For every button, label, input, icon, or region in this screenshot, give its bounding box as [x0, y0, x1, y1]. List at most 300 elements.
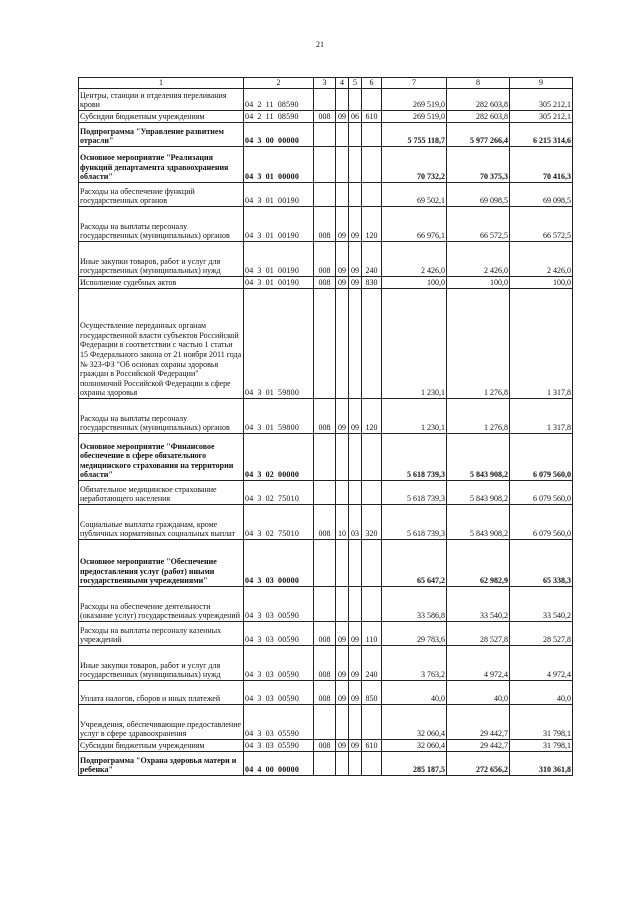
row-expense-type — [362, 434, 382, 481]
code-part: 04 — [245, 741, 254, 751]
code-part: 04 — [245, 670, 254, 680]
row-name: Подпрограмма "Управление развитием отрасли" — [79, 123, 244, 147]
code-part: 04 — [245, 494, 254, 504]
row-value-year1: 3 763,2 — [382, 646, 447, 681]
row-value-year2: 4 972,4 — [447, 646, 510, 681]
row-section — [336, 587, 349, 622]
code-part: 04 — [245, 576, 254, 586]
column-header-3: 3 — [314, 78, 336, 89]
row-value-year1: 1 230,1 — [382, 399, 447, 434]
row-section — [336, 481, 349, 505]
code-part: 04 — [245, 266, 254, 276]
row-name: Субсидии бюджетным учреждениям — [79, 111, 244, 123]
row-code — [244, 277, 314, 289]
row-name: Иные закупки товаров, работ и услуг для государственных (муниципальных) нужд — [79, 646, 244, 681]
table-row — [79, 434, 573, 481]
code-part: 3 — [257, 729, 262, 739]
budget-table — [78, 77, 573, 776]
code-part: 00000 — [278, 136, 300, 146]
row-section: 10 — [336, 505, 349, 540]
row-code — [244, 646, 314, 681]
code-part: 3 — [257, 635, 262, 645]
row-code — [244, 622, 314, 646]
table-row — [79, 207, 573, 242]
column-header-8: 8 — [447, 78, 510, 89]
row-value-year2: 69 098,5 — [447, 183, 510, 207]
code-part: 04 — [245, 112, 254, 122]
row-code — [244, 111, 314, 123]
row-name: Субсидии бюджетным учреждениям — [79, 740, 244, 752]
row-section: 09 — [336, 646, 349, 681]
row-subsection: 09 — [349, 646, 362, 681]
row-value-year1: 285 187,5 — [382, 752, 447, 776]
code-part: 04 — [245, 231, 254, 241]
code-part: 11 — [265, 100, 274, 110]
code-part: 02 — [265, 470, 275, 480]
row-subsection: 09 — [349, 207, 362, 242]
row-section — [336, 705, 349, 740]
code-part: 08590 — [277, 100, 299, 110]
code-part: 00590 — [278, 694, 300, 704]
row-code — [244, 505, 314, 540]
row-expense-type — [362, 752, 382, 776]
code-part: 01 — [265, 278, 275, 288]
row-subsection — [349, 752, 362, 776]
code-part: 04 — [245, 729, 254, 739]
row-section: 09 — [336, 681, 349, 705]
code-part: 2 — [257, 112, 262, 122]
row-value-year1: 269 519,0 — [382, 89, 447, 111]
row-code — [244, 587, 314, 622]
row-ministry: 008 — [314, 646, 336, 681]
row-subsection — [349, 289, 362, 399]
row-code — [244, 289, 314, 399]
row-value-year1: 5 618 739,3 — [382, 434, 447, 481]
row-ministry — [314, 183, 336, 207]
code-part: 03 — [265, 670, 275, 680]
code-part: 02 — [265, 494, 275, 504]
row-name: Иные закупки товаров, работ и услуг для государственных (муниципальных) нужд — [79, 242, 244, 277]
code-part: 3 — [257, 278, 262, 288]
code-part: 04 — [245, 136, 254, 146]
row-expense-type — [362, 587, 382, 622]
row-expense-type — [362, 147, 382, 183]
row-ministry: 008 — [314, 242, 336, 277]
row-subsection — [349, 587, 362, 622]
code-part: 04 — [245, 765, 254, 775]
code-part: 3 — [257, 529, 262, 539]
row-subsection — [349, 705, 362, 740]
row-code — [244, 752, 314, 776]
code-part: 4 — [257, 765, 262, 775]
row-subsection: 09 — [349, 277, 362, 289]
code-part: 04 — [245, 388, 254, 398]
code-part: 00190 — [278, 266, 300, 276]
row-name: Центры, станции и отделения переливания крови — [79, 89, 244, 111]
row-section — [336, 752, 349, 776]
row-expense-type: 610 — [362, 740, 382, 752]
code-part: 03 — [265, 741, 275, 751]
row-name: Уплата налогов, сборов и иных платежей — [79, 681, 244, 705]
table-row — [79, 587, 573, 622]
row-code — [244, 540, 314, 587]
row-ministry — [314, 481, 336, 505]
row-name: Расходы на выплаты персоналу казенных учреждений — [79, 622, 244, 646]
code-part: 3 — [257, 611, 262, 621]
row-name: Учреждения, обеспечивающие предоставление услуг в сфере здравоохранения — [79, 705, 244, 740]
table-row — [79, 481, 573, 505]
code-part: 04 — [245, 172, 254, 182]
table-row — [79, 622, 573, 646]
row-expense-type: 120 — [362, 399, 382, 434]
row-expense-type — [362, 89, 382, 111]
code-part: 00190 — [278, 278, 300, 288]
code-part: 75010 — [278, 494, 300, 504]
table-row — [79, 89, 573, 111]
row-value-year3: 40,0 — [510, 681, 573, 705]
row-name: Обязательное медицинское страхование неработающего населения — [79, 481, 244, 505]
row-section — [336, 123, 349, 147]
row-ministry — [314, 147, 336, 183]
row-value-year1: 5 618 739,3 — [382, 481, 447, 505]
row-value-year2: 5 977 266,4 — [447, 123, 510, 147]
code-part: 00 — [265, 765, 275, 775]
row-value-year2: 29 442,7 — [447, 705, 510, 740]
row-section — [336, 183, 349, 207]
row-expense-type: 240 — [362, 242, 382, 277]
code-part: 3 — [257, 670, 262, 680]
code-part: 00000 — [278, 765, 300, 775]
table-row — [79, 681, 573, 705]
row-value-year1: 69 502,1 — [382, 183, 447, 207]
row-value-year1: 5 755 118,7 — [382, 123, 447, 147]
row-section: 09 — [336, 277, 349, 289]
row-expense-type: 110 — [362, 622, 382, 646]
table-row — [79, 242, 573, 277]
code-part: 01 — [265, 172, 275, 182]
code-part: 3 — [257, 576, 262, 586]
table-row — [79, 277, 573, 289]
table-row — [79, 740, 573, 752]
code-part: 3 — [257, 388, 262, 398]
code-part: 3 — [257, 494, 262, 504]
row-name: Исполнение судебных актов — [79, 277, 244, 289]
table-body — [79, 89, 573, 776]
row-expense-type — [362, 540, 382, 587]
row-value-year1: 40,0 — [382, 681, 447, 705]
code-part: 08590 — [277, 112, 299, 122]
code-part: 75010 — [278, 529, 300, 539]
row-subsection — [349, 434, 362, 481]
row-value-year3: 4 972,4 — [510, 646, 573, 681]
row-value-year1: 70 732,2 — [382, 147, 447, 183]
table-row — [79, 505, 573, 540]
row-value-year3: 69 098,5 — [510, 183, 573, 207]
row-ministry: 008 — [314, 622, 336, 646]
row-expense-type: 850 — [362, 681, 382, 705]
code-part: 04 — [245, 529, 254, 539]
row-value-year3: 31 798,1 — [510, 705, 573, 740]
row-code — [244, 207, 314, 242]
row-value-year3: 310 361,8 — [510, 752, 573, 776]
row-name: Основное мероприятие "Реализация функций департамента здравоохранения области" — [79, 147, 244, 183]
code-part: 59800 — [278, 388, 300, 398]
column-header-6: 6 — [362, 78, 382, 89]
row-code — [244, 481, 314, 505]
row-value-year2: 33 540,2 — [447, 587, 510, 622]
row-section — [336, 289, 349, 399]
row-value-year3: 28 527,8 — [510, 622, 573, 646]
code-part: 05590 — [278, 741, 300, 751]
code-part: 04 — [245, 100, 254, 110]
row-value-year3: 305 212,1 — [510, 89, 573, 111]
code-part: 00590 — [278, 611, 300, 621]
row-value-year1: 100,0 — [382, 277, 447, 289]
row-code — [244, 399, 314, 434]
row-expense-type: 830 — [362, 277, 382, 289]
row-value-year3: 6 215 314,6 — [510, 123, 573, 147]
row-value-year3: 33 540,2 — [510, 587, 573, 622]
row-value-year2: 272 656,2 — [447, 752, 510, 776]
row-subsection — [349, 540, 362, 587]
row-value-year2: 282 603,8 — [447, 111, 510, 123]
code-part: 01 — [265, 266, 275, 276]
row-value-year1: 32 060,4 — [382, 705, 447, 740]
row-value-year2: 1 276,8 — [447, 289, 510, 399]
row-subsection — [349, 89, 362, 111]
row-value-year3: 2 426,0 — [510, 242, 573, 277]
code-part: 03 — [265, 635, 275, 645]
row-section — [336, 147, 349, 183]
table-row — [79, 289, 573, 399]
code-part: 04 — [245, 694, 254, 704]
row-ministry: 008 — [314, 207, 336, 242]
row-section: 09 — [336, 622, 349, 646]
code-part: 3 — [257, 470, 262, 480]
row-value-year3: 305 212,1 — [510, 111, 573, 123]
row-value-year2: 40,0 — [447, 681, 510, 705]
row-value-year2: 2 426,0 — [447, 242, 510, 277]
row-value-year2: 1 276,8 — [447, 399, 510, 434]
row-subsection — [349, 123, 362, 147]
row-value-year3: 6 079 560,0 — [510, 434, 573, 481]
code-part: 03 — [265, 729, 275, 739]
row-value-year1: 2 426,0 — [382, 242, 447, 277]
row-expense-type — [362, 183, 382, 207]
row-subsection — [349, 183, 362, 207]
row-expense-type — [362, 705, 382, 740]
code-part: 03 — [265, 576, 275, 586]
row-ministry — [314, 434, 336, 481]
row-code — [244, 740, 314, 752]
row-ministry: 008 — [314, 111, 336, 123]
row-value-year2: 5 843 908,2 — [447, 481, 510, 505]
code-part: 03 — [265, 611, 275, 621]
row-name: Расходы на выплаты персоналу государственных (муниципальных) органов — [79, 399, 244, 434]
code-part: 00000 — [278, 470, 300, 480]
table-row — [79, 123, 573, 147]
row-expense-type — [362, 481, 382, 505]
row-subsection: 09 — [349, 399, 362, 434]
row-value-year2: 28 527,8 — [447, 622, 510, 646]
table-row — [79, 147, 573, 183]
row-subsection — [349, 481, 362, 505]
code-part: 04 — [245, 278, 254, 288]
code-part: 01 — [265, 231, 275, 241]
row-value-year3: 6 079 560,0 — [510, 505, 573, 540]
row-name: Расходы на обеспечение функций государственных органов — [79, 183, 244, 207]
row-name: Основное мероприятие "Финансовое обеспечение в сфере обязательного медицинского страхования на территории области" — [79, 434, 244, 481]
table-row — [79, 646, 573, 681]
row-value-year1: 66 976,1 — [382, 207, 447, 242]
column-header-1: 1 — [79, 78, 244, 89]
code-part: 00 — [265, 136, 275, 146]
code-part: 3 — [257, 694, 262, 704]
code-part: 3 — [257, 741, 262, 751]
code-part: 59800 — [278, 423, 300, 433]
row-expense-type — [362, 123, 382, 147]
code-part: 00000 — [278, 172, 300, 182]
code-part: 01 — [265, 388, 275, 398]
row-name: Осуществление переданных органам государственной власти субъектов Российской Федерации в соответствии с частью 1 статьи 15 Федерального закона от 21 ноября 2011 года № 323-ФЗ "Об основах охраны здоровья граждан в Российской Федерации" полномочий Российской Федерации в сфере охраны здоровья — [79, 289, 244, 399]
row-value-year1: 29 783,6 — [382, 622, 447, 646]
row-ministry — [314, 540, 336, 587]
row-ministry — [314, 289, 336, 399]
row-value-year2: 70 375,3 — [447, 147, 510, 183]
row-code — [244, 183, 314, 207]
row-subsection: 09 — [349, 740, 362, 752]
row-value-year1: 1 230,1 — [382, 289, 447, 399]
row-section — [336, 540, 349, 587]
row-section: 09 — [336, 242, 349, 277]
row-code — [244, 147, 314, 183]
code-part: 04 — [245, 611, 254, 621]
row-name: Расходы на обеспечение деятельности (оказание услуг) государственных учреждений — [79, 587, 244, 622]
row-value-year1: 5 618 739,3 — [382, 505, 447, 540]
row-value-year2: 29 442,7 — [447, 740, 510, 752]
row-expense-type — [362, 289, 382, 399]
header-row — [79, 78, 573, 89]
column-header-5: 5 — [349, 78, 362, 89]
row-ministry: 008 — [314, 681, 336, 705]
code-part: 04 — [245, 470, 254, 480]
row-code — [244, 681, 314, 705]
row-subsection: 09 — [349, 622, 362, 646]
table-row — [79, 111, 573, 123]
row-ministry — [314, 587, 336, 622]
code-part: 00590 — [278, 670, 300, 680]
row-value-year2: 66 572,5 — [447, 207, 510, 242]
code-part: 11 — [265, 112, 274, 122]
row-subsection: 09 — [349, 681, 362, 705]
code-part: 3 — [257, 266, 262, 276]
row-value-year2: 62 982,9 — [447, 540, 510, 587]
code-part: 00190 — [278, 196, 300, 206]
code-part: 03 — [265, 694, 275, 704]
code-part: 04 — [245, 635, 254, 645]
code-part: 00190 — [278, 231, 300, 241]
row-expense-type: 120 — [362, 207, 382, 242]
row-subsection: 09 — [349, 242, 362, 277]
code-part: 01 — [265, 196, 275, 206]
code-part: 3 — [257, 136, 262, 146]
row-code — [244, 89, 314, 111]
row-name: Основное мероприятие "Обеспечение предоставления услуг (работ) иными государственными учреждениями" — [79, 540, 244, 587]
row-value-year3: 1 317,8 — [510, 399, 573, 434]
row-value-year3: 70 416,3 — [510, 147, 573, 183]
table-row — [79, 705, 573, 740]
table-row — [79, 183, 573, 207]
row-ministry: 008 — [314, 277, 336, 289]
code-part: 05590 — [278, 729, 300, 739]
row-name: Расходы на выплаты персоналу государственных (муниципальных) органов — [79, 207, 244, 242]
row-value-year3: 65 338,3 — [510, 540, 573, 587]
code-part: 00590 — [278, 635, 300, 645]
row-value-year2: 5 843 908,2 — [447, 434, 510, 481]
code-part: 3 — [257, 231, 262, 241]
column-header-4: 4 — [336, 78, 349, 89]
row-code — [244, 123, 314, 147]
code-part: 02 — [265, 529, 275, 539]
row-code — [244, 705, 314, 740]
row-section: 09 — [336, 740, 349, 752]
row-expense-type: 240 — [362, 646, 382, 681]
page-number: 21 — [316, 40, 324, 49]
row-ministry: 008 — [314, 505, 336, 540]
row-ministry — [314, 705, 336, 740]
code-part: 3 — [257, 172, 262, 182]
row-value-year2: 5 843 908,2 — [447, 505, 510, 540]
row-section: 09 — [336, 207, 349, 242]
row-value-year2: 282 603,8 — [447, 89, 510, 111]
row-name: Социальные выплаты гражданам, кроме публичных нормативных социальных выплат — [79, 505, 244, 540]
row-value-year1: 33 586,8 — [382, 587, 447, 622]
code-part: 2 — [257, 100, 262, 110]
row-section: 09 — [336, 399, 349, 434]
code-part: 3 — [257, 423, 262, 433]
row-value-year1: 32 060,4 — [382, 740, 447, 752]
row-value-year3: 66 572,5 — [510, 207, 573, 242]
row-subsection — [349, 147, 362, 183]
row-value-year3: 31 798,1 — [510, 740, 573, 752]
row-ministry: 008 — [314, 399, 336, 434]
column-header-7: 7 — [382, 78, 447, 89]
column-header-9: 9 — [510, 78, 573, 89]
row-expense-type: 320 — [362, 505, 382, 540]
row-section: 09 — [336, 111, 349, 123]
code-part: 00000 — [278, 576, 300, 586]
row-value-year1: 269 519,0 — [382, 111, 447, 123]
row-ministry: 008 — [314, 740, 336, 752]
row-expense-type: 610 — [362, 111, 382, 123]
code-part: 3 — [257, 196, 262, 206]
table-row — [79, 399, 573, 434]
row-value-year1: 65 647,2 — [382, 540, 447, 587]
code-part: 01 — [265, 423, 275, 433]
row-name: Подпрограмма "Охрана здоровья матери и ребенка" — [79, 752, 244, 776]
row-section — [336, 89, 349, 111]
row-value-year3: 100,0 — [510, 277, 573, 289]
row-value-year3: 6 079 560,0 — [510, 481, 573, 505]
row-ministry — [314, 752, 336, 776]
table-row — [79, 540, 573, 587]
row-subsection: 03 — [349, 505, 362, 540]
row-ministry — [314, 123, 336, 147]
column-header-2: 2 — [244, 78, 314, 89]
code-part: 04 — [245, 196, 254, 206]
row-value-year3: 1 317,8 — [510, 289, 573, 399]
row-code — [244, 434, 314, 481]
